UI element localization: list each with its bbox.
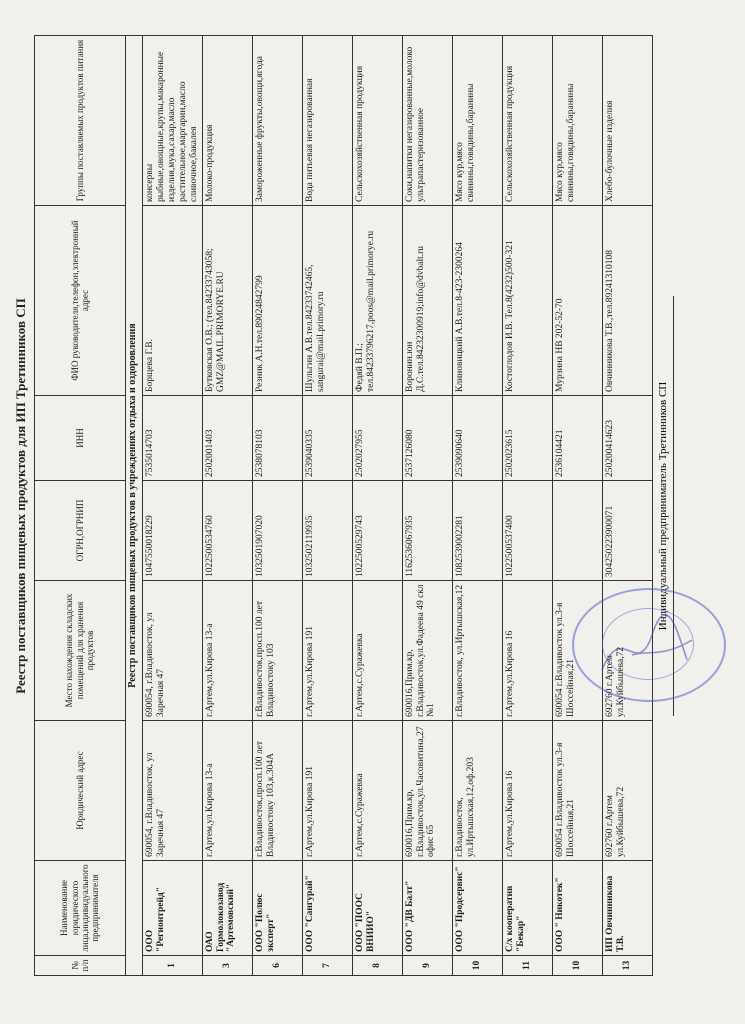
footer-text: Индивидуальный предприниматель Третинников СП	[656, 381, 669, 631]
cell-warehouse: г.Артем,ул.Кирова 16	[502, 581, 552, 721]
cell-name: ИП Овчинникова Т.В.	[602, 861, 652, 956]
cell-warehouse: г.Артем,ул.Кирова 13-а	[202, 581, 252, 721]
cell-warehouse: 690054, г.Владивосток, ул Заречная 47	[143, 581, 203, 721]
cell-num: 10	[452, 956, 502, 976]
cell-warehouse: г.Владивосток, ул.Иртышская,12	[452, 581, 502, 721]
header-cell: ФИО руководителя,телефон,электронный адрес	[35, 206, 126, 396]
cell-inn: 2502027955	[352, 396, 402, 481]
cell-name: ООО "ПООС ВНИИО"	[352, 861, 402, 956]
section-title: Реестр поставщиков пищевых продуктов в учреждениях отдыха и оздоровления	[126, 36, 143, 976]
cell-warehouse: г.Артем,ул.Кирова 191	[302, 581, 352, 721]
cell-name: ОАО Гормолокозавод "Артемовский"	[202, 861, 252, 956]
cell-inn: 2539090640	[452, 396, 502, 481]
cell-contact: Овчинникова Т.В.,тел.89241310108	[602, 206, 652, 396]
signature	[592, 600, 702, 690]
table-row	[602, 36, 652, 976]
table-row	[452, 36, 502, 976]
cell-contact: Клиновицкий А.В.тел.8-423-2300264	[452, 206, 502, 396]
section-row	[126, 36, 143, 976]
cell-products: Хлебо-булочные изделия	[602, 36, 652, 206]
cell-legal-address: 690054, г.Владивосток, ул Заречная 47	[143, 721, 203, 861]
header-cell: Место нахождения складских помещений для хранения продуктов	[35, 581, 126, 721]
cell-contact: Борщева Г.В.	[143, 206, 203, 396]
cell-name: ООО " Никотек"	[552, 861, 602, 956]
cell-name: ООО "Сангурай"	[302, 861, 352, 956]
cell-num: 10	[552, 956, 602, 976]
table-row	[552, 36, 602, 976]
cell-warehouse: г.Артем,с.Суражевка	[352, 581, 402, 721]
header-cell: ИНН	[35, 396, 126, 481]
cell-ogrn: 1022500534760	[202, 481, 252, 581]
supplier-table	[34, 35, 653, 976]
cell-contact: Костоглодов И.В. Тел.8(4232)500-321	[502, 206, 552, 396]
cell-inn: 2502001403	[202, 396, 252, 481]
cell-ogrn: 1082539002281	[452, 481, 502, 581]
cell-num: 9	[402, 956, 452, 976]
cell-inn: 2502023615	[502, 396, 552, 481]
cell-ogrn	[552, 481, 602, 581]
cell-warehouse: г.Владивосток,просп.100 лет Владивостоку 103	[252, 581, 302, 721]
cell-legal-address: г.Владивосток, ул.Иртышская,12,оф.203	[452, 721, 502, 861]
cell-legal-address: 690016,Прим.кр, г.Владивосток,ул.Часовитина,27 офис 65	[402, 721, 452, 861]
cell-ogrn: 1032501907020	[252, 481, 302, 581]
cell-inn: 2536104421	[552, 396, 602, 481]
cell-num: 6	[252, 956, 302, 976]
page-content	[8, 16, 718, 976]
cell-contact: Резник А.Н.тел.89024842799	[252, 206, 302, 396]
cell-contact: Бутковская О.В.; (тел.84233743058; GMZ@MAIL.PRIMORYE.RU	[202, 206, 252, 396]
cell-products: Сельскохозяйственная продукция	[502, 36, 552, 206]
cell-contact: Мурзина НВ 202-52-70	[552, 206, 602, 396]
cell-ogrn: 1162536067935	[402, 481, 452, 581]
cell-inn: 2537126080	[402, 396, 452, 481]
document-title: Реестр поставщиков пищевых продуктов для ИП Третинников СП	[13, 298, 28, 694]
cell-num: 8	[352, 956, 402, 976]
cell-legal-address: 692760 г.Артем ул.Куйбышева,72	[602, 721, 652, 861]
footer	[657, 36, 674, 976]
table-header-row	[35, 36, 126, 976]
cell-num: 1	[143, 956, 203, 976]
cell-ogrn: 304250223900071	[602, 481, 652, 581]
cell-ogrn: 1022500537400	[502, 481, 552, 581]
cell-products: Замороженные фрукты,овощи,ягода	[252, 36, 302, 206]
cell-name: ООО "Полюс эксперт"	[252, 861, 302, 956]
cell-contact: Воронин.юн Д.С.тел.84232300919;info@dvbalt.ru	[402, 206, 452, 396]
table-row	[352, 36, 402, 976]
header-cell: ОГРН,ОГРНИП	[35, 481, 126, 581]
cell-ogrn: 1032502119935	[302, 481, 352, 581]
cell-name: ООО "Продсервис"	[452, 861, 502, 956]
cell-ogrn: 1022500529743	[352, 481, 402, 581]
cell-num: 11	[502, 956, 552, 976]
cell-name: С/х кооператив "Бекар"	[502, 861, 552, 956]
cell-warehouse: 690054 г.Владивосток ул.3-я Шоссейная,21	[552, 581, 602, 721]
table-row	[402, 36, 452, 976]
cell-legal-address: г.Владивосток,просп.100 лет Владивостоку 103,к.304А	[252, 721, 302, 861]
cell-products: Сельскохозяйственная продукция	[352, 36, 402, 206]
cell-legal-address: г.Артем,ул.Кирова 16	[502, 721, 552, 861]
cell-products: Мясо кур,мясо свинины,говядины,баранины	[552, 36, 602, 206]
table-row	[202, 36, 252, 976]
cell-contact: Шульгин А.В.тел.84233742465, sangurai@mail.primory.ru	[302, 206, 352, 396]
cell-inn: 7535014703	[143, 396, 203, 481]
header-cell: № п/п	[35, 956, 126, 976]
cell-products: консервы рыбные,овощные,крупы,макаронные изделия,мука,сахар,масло растительное,маргарин,масло сливочное,бакалея	[143, 36, 203, 206]
cell-legal-address: г.Артем,ул.Кирова 191	[302, 721, 352, 861]
cell-products: Молоко-продукция	[202, 36, 252, 206]
cell-warehouse: 690016,Прим.кр, г.Владивосток,ул.Фадеева 49 скл №1	[402, 581, 452, 721]
cell-warehouse: 692760 г.Артем ул.Куйбышева,72	[602, 581, 652, 721]
cell-num: 7	[302, 956, 352, 976]
table-row	[143, 36, 203, 976]
cell-inn: 2538078103	[252, 396, 302, 481]
cell-legal-address: 690054 г.Владивосток ул.3-я Шоссейная,21	[552, 721, 602, 861]
table-row	[502, 36, 552, 976]
cell-inn: 250200414623	[602, 396, 652, 481]
cell-name: ООО "Регионтрейд"	[143, 861, 203, 956]
header-cell: Юридический адрес	[35, 721, 126, 861]
header-cell: Наименование юридического лица,индивидуального предпринимателя	[35, 861, 126, 956]
cell-name: ООО "ДВ Балт"	[402, 861, 452, 956]
cell-products: Вода питьевая негазированная	[302, 36, 352, 206]
table-row	[302, 36, 352, 976]
cell-num: 13	[602, 956, 652, 976]
cell-num: 3	[202, 956, 252, 976]
table-row	[252, 36, 302, 976]
cell-products: Соки,напитки негазированные,молоко ультрапастеризованное	[402, 36, 452, 206]
cell-products: Мясо кур,мясо свинины,говядины,баранины	[452, 36, 502, 206]
header-cell: Группы поставляемых продуктов питания	[35, 36, 126, 206]
cell-legal-address: г.Артем,с.Суражевка	[352, 721, 402, 861]
cell-contact: Федяй В.П.; тел.84233796217,poos@mail.primorye.ru	[352, 206, 402, 396]
cell-legal-address: г.Артем,ул.Кирова 13-а	[202, 721, 252, 861]
cell-ogrn: 1047550018229	[143, 481, 203, 581]
cell-inn: 2539040335	[302, 396, 352, 481]
